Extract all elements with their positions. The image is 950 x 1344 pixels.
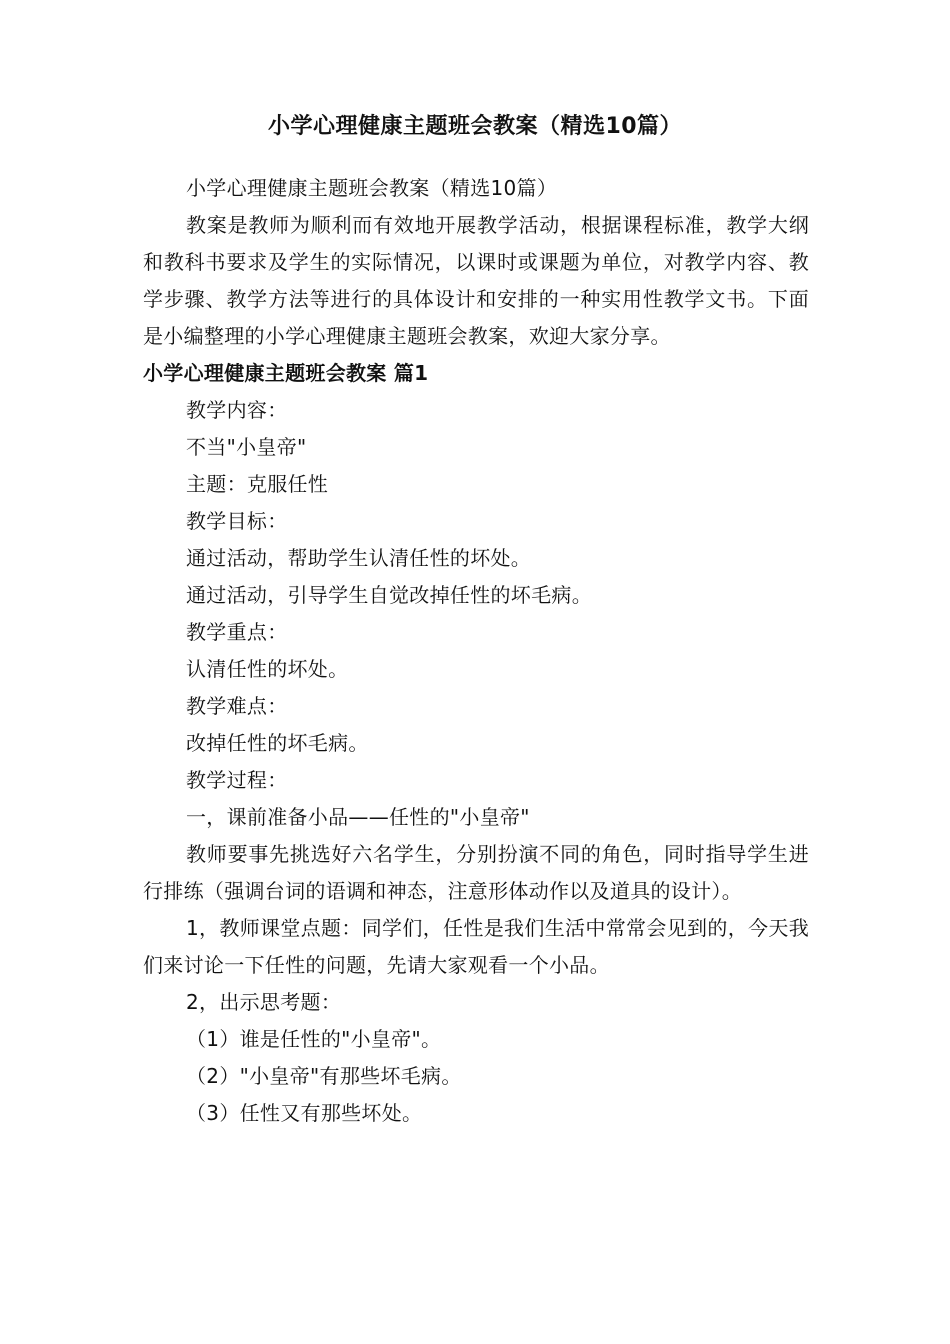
section-heading: 小学心理健康主题班会教案 篇1 xyxy=(143,361,429,385)
paragraph-step-1-item-1: 1，教师课堂点题：同学们，任性是我们生活中常常会见到的，今天我们来讨论一下任性的问题，先请大家观看一个小品。 xyxy=(143,916,809,977)
paragraph-question-1: （1）谁是任性的"小皇帝"。 xyxy=(186,1027,442,1051)
paragraph-focus-label: 教学重点： xyxy=(186,620,288,644)
paragraph-theme: 主题：克服任性 xyxy=(186,472,329,496)
paragraph-difficulty: 改掉任性的坏毛病。 xyxy=(186,731,369,755)
paragraph-question-3: （3）任性又有那些坏处。 xyxy=(186,1101,423,1125)
paragraph-difficulty-label: 教学难点： xyxy=(186,694,288,718)
document-body xyxy=(143,170,809,1132)
paragraph-step-1: 一，课前准备小品——任性的"小皇帝" xyxy=(186,805,530,829)
paragraph-goal-2: 通过活动，引导学生自觉改掉任性的坏毛病。 xyxy=(186,583,592,607)
paragraph-process-label: 教学过程： xyxy=(186,768,288,792)
paragraph-content: 不当"小皇帝" xyxy=(186,435,307,459)
paragraph-intro: 教案是教师为顺利而有效地开展教学活动，根据课程标准，教学大纲和教科书要求及学生的实际情况，以课时或课题为单位，对教学内容、教学步骤、教学方法等进行的具体设计和安排的一种实用性教学文书。下面是小编整理的小学心理健康主题班会教案，欢迎大家分享。 xyxy=(143,213,809,348)
paragraph-question-2: （2）"小皇帝"有那些坏毛病。 xyxy=(186,1064,462,1088)
paragraph-focus: 认清任性的坏处。 xyxy=(186,657,349,681)
paragraph-content-label: 教学内容： xyxy=(186,398,288,422)
paragraph-goal-label: 教学目标： xyxy=(186,509,288,533)
paragraph-subtitle: 小学心理健康主题班会教案（精选10篇） xyxy=(186,176,558,200)
paragraph-step-1-item-2: 2，出示思考题： xyxy=(186,990,342,1014)
document-title: 小学心理健康主题班会教案（精选10篇） xyxy=(267,114,683,139)
paragraph-step-1-detail: 教师要事先挑选好六名学生，分别扮演不同的角色，同时指导学生进行排练（强调台词的语调和神态，注意形体动作以及道具的设计）。 xyxy=(143,842,809,903)
paragraph-goal-1: 通过活动，帮助学生认清任性的坏处。 xyxy=(186,546,532,570)
